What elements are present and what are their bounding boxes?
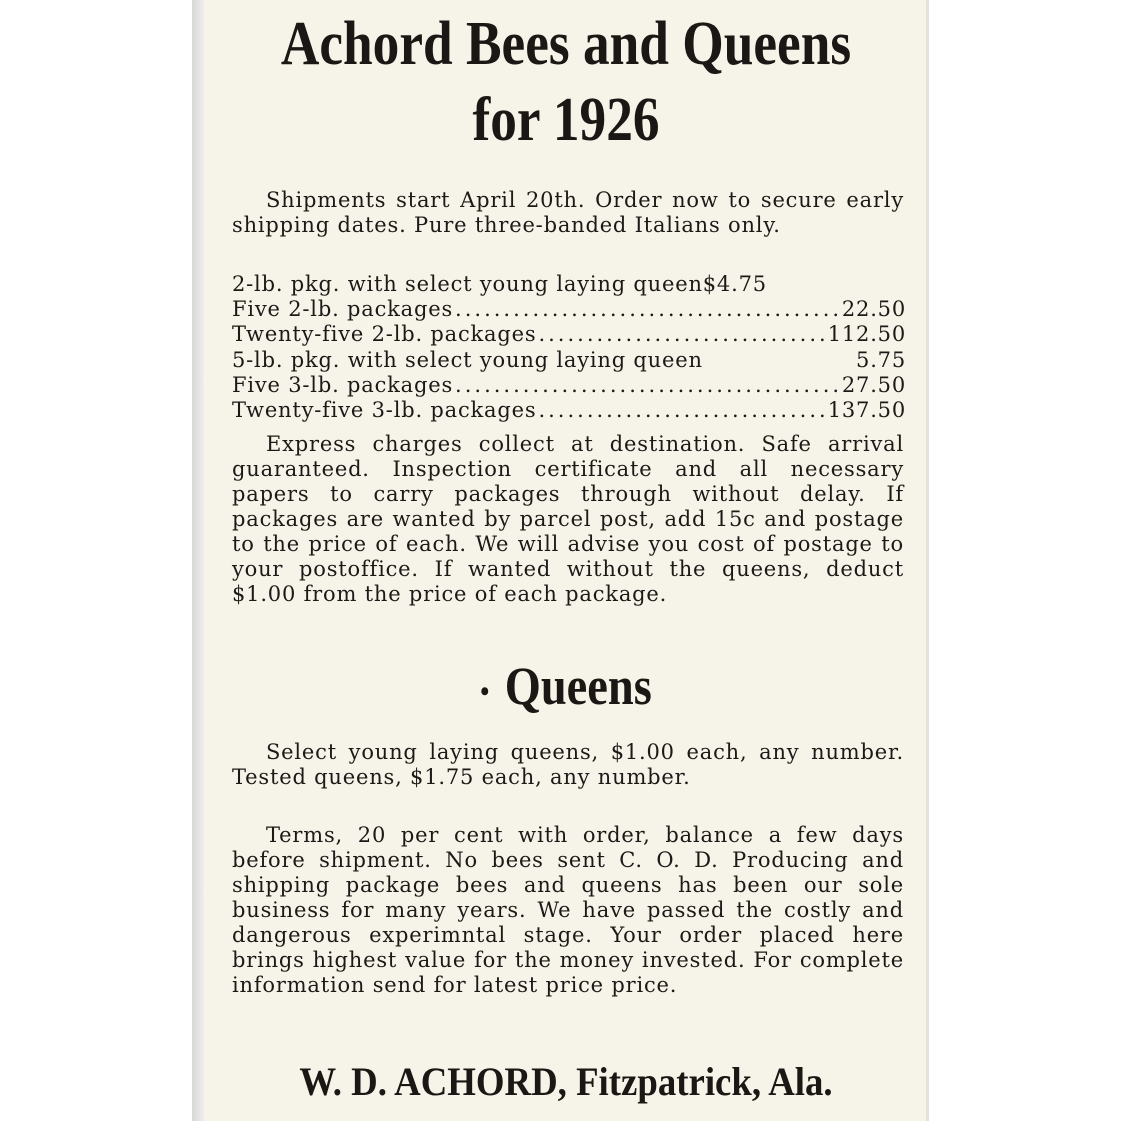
price-list [232,272,906,423]
price-value: $4.75 [702,272,767,296]
price-row [232,398,906,423]
terms-paragraph: Terms, 20 per cent with order, balance a few days before shipment. No bees sent C. O. D. Producing and shipping package bees and queens has been our sole business for many years. We have passed the costly and dangerous experimntal stage. Your order placed here brings highest value for the money invested. For complete information send for latest price price. [232,823,904,997]
bullet-dot-icon: • [480,674,490,708]
price-row [232,348,906,373]
price-row [232,322,906,347]
price-item: Twenty-five 3-lb. packages [232,398,537,423]
price-item: Five 3-lb. packages [232,372,454,397]
dot-leader [536,398,827,423]
price-value: 137.50 [827,398,906,423]
dot-leader [453,297,842,322]
express-charges-paragraph: Express charges collect at destination. Safe arrival guaranteed. Inspection certificate and all necessary papers to carry packages through without delay. If packages are wanted by parcel post, add 15c and postage to the price of each. We will advise you cost of postage to your postoffice. If wanted without the queens, deduct $1.00 from the price of each package. [232,432,904,606]
headline-line-1: Achord Bees and Queens [280,10,852,78]
price-value: 22.50 [841,297,906,322]
dot-leader [453,373,842,398]
price-row [232,297,906,322]
advertisement-clipping [204,0,928,1121]
queens-heading [255,656,878,722]
price-row [232,373,906,398]
price-item: Five 2-lb. packages [232,297,454,322]
scan-right-edge [926,0,929,1121]
price-item: Twenty-five 2-lb. packages [232,322,537,347]
price-value: 27.50 [841,372,906,397]
queens-heading-text: Queens [504,656,652,716]
price-item: 5-lb. pkg. with select young laying queen [232,347,703,372]
price-value: 5.75 [856,347,906,372]
price-value: 112.50 [827,322,906,347]
headline-line-2: for 1926 [472,86,660,154]
price-item: 2-lb. pkg. with select young laying queen [232,272,703,296]
scan-left-edge [192,0,204,1121]
queens-paragraph: Select young laying queens, $1.00 each, any number. Tested queens, $1.75 each, any number. [232,740,904,789]
signature: W. D. ACHORD, Fitzpatrick, Ala. [299,1059,833,1104]
price-row [232,272,906,297]
intro-paragraph: Shipments start April 20th. Order now to secure early shipping dates. Pure three-banded Italians only. [232,188,904,237]
dot-leader [536,322,827,347]
